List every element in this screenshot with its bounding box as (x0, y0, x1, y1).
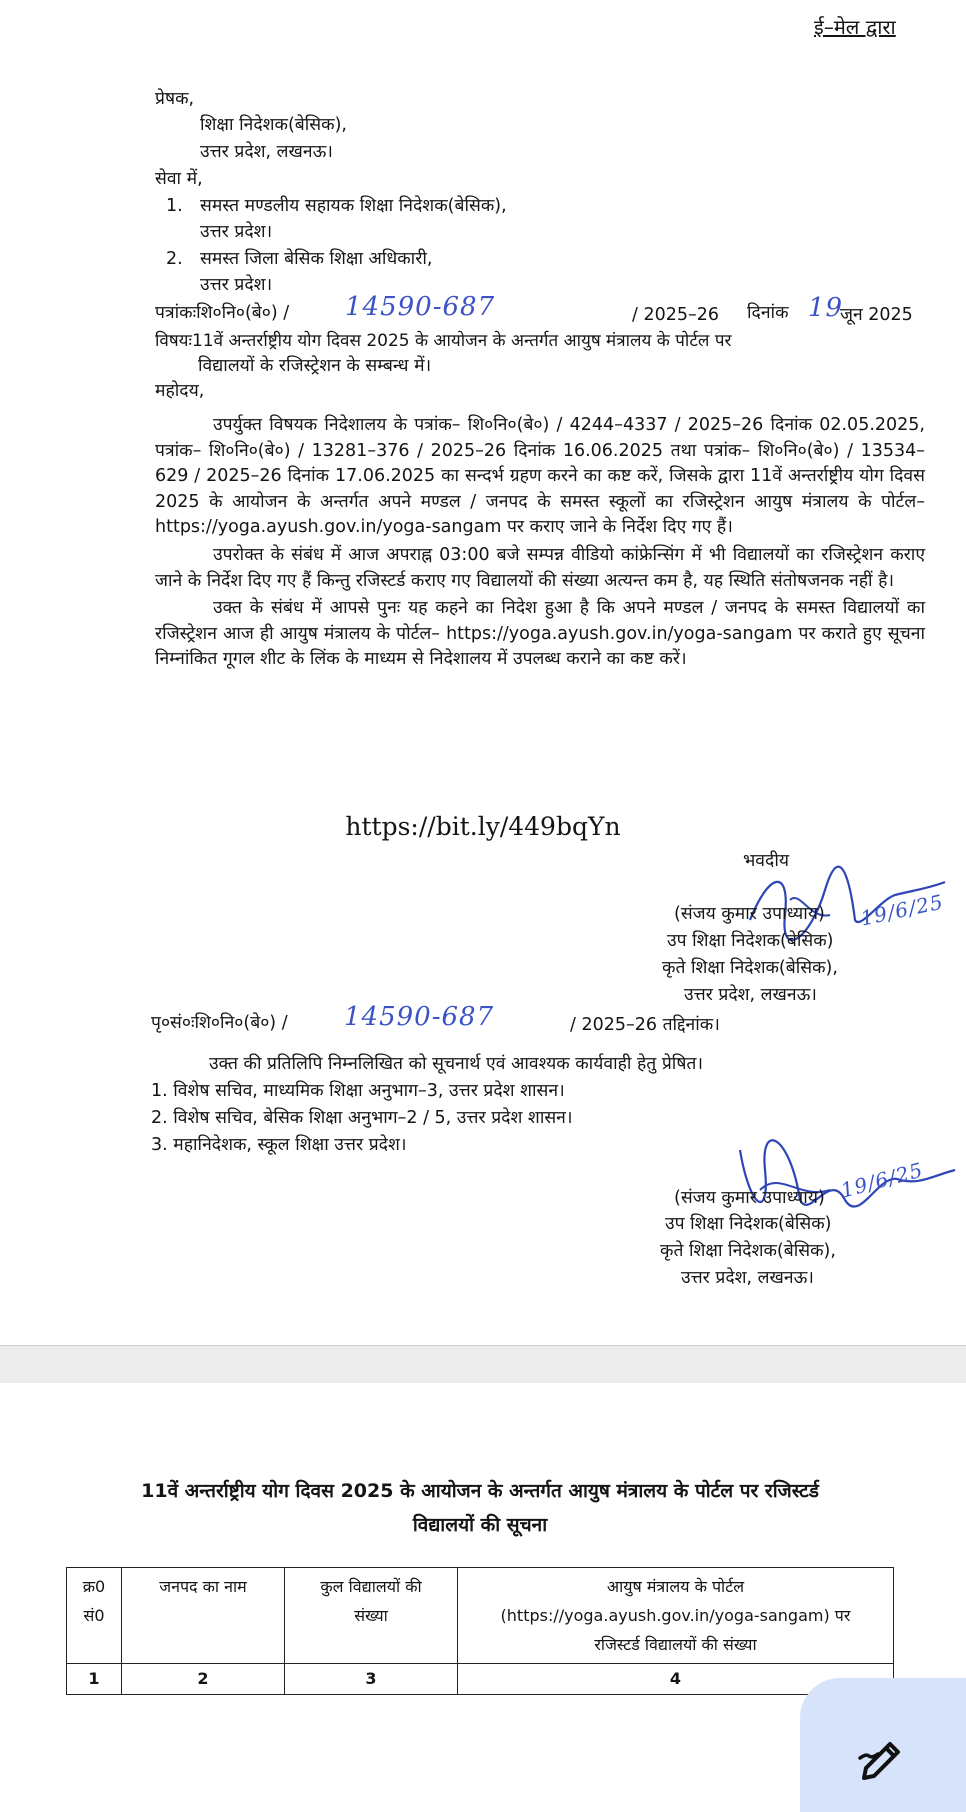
sender-line: शिक्षा निदेशक(बेसिक), (200, 115, 347, 135)
handwritten-date: 19 (808, 293, 844, 323)
edit-button[interactable] (800, 1678, 966, 1812)
column-header: जनपद का नाम (122, 1568, 285, 1664)
recipient-line: समस्त मण्डलीय सहायक शिक्षा निदेशक(बेसिक), (200, 196, 507, 216)
signatory-name: (संजय कुमार उपाध्याय) (674, 904, 825, 924)
signatory-title: उप शिक्षा निदेशक(बेसिक) (667, 931, 834, 951)
table-cell: 4 (458, 1664, 894, 1695)
letter-body (155, 413, 925, 675)
enclosure-title: 11वें अन्तर्राष्ट्रीय योग दिवस 2025 के आयोजन के अन्तर्गत आयुष मंत्रालय के पोर्टल पर रजिस्टर्ड (141, 1480, 819, 1502)
date-month-year: जून 2025 (840, 305, 913, 325)
body-paragraph: उपर्युक्त विषयक निदेशालय के पत्रांक– शि०नि०(बे०) / 4244–4337 / 2025–26 दिनांक 02.05.2025, पत्रांक– शि०नि०(बे०) / 13281–376 / 2025–26 दिनांक 16.06.2025 तथा पत्रांक– शि०नि०(बे०) / 13534–629 / 2025–26 दिनांक 17.06.2025 का सन्दर्भ ग्रहण करने का कष्ट करें, जिसके द्वारा 11वें अन्तर्राष्ट्रीय योग दिवस 2025 के आयोजन के अन्तर्गत अपने मण्डल / जनपद के समस्त स्कूलों का रजिस्ट्रेशन आयुष मंत्रालय के पोर्टल– https://yoga.ayush.gov.in/yoga-sangam पर कराए जाने के निर्देश दिए गए हैं। (155, 415, 925, 538)
reference-number-suffix: / 2025–26 (632, 305, 720, 325)
copy-list-item: 1. विशेष सचिव, माध्यमिक शिक्षा अनुभाग–3, उत्तर प्रदेश शासन। (151, 1081, 565, 1101)
body-paragraph: उपरोक्त के संबंध में आज अपराह्न 03:00 बजे सम्पन्न वीडियो कांफ्रेन्सिंग में भी विद्यालयों का रजिस्ट्रेशन कराए जाने के निर्देश दिए गए हैं किन्तु रजिस्टर्ड कराए गए विद्यालयों की संख्या अत्यन्त कम है, यह स्थिति संतोषजनक नहीं है। (155, 544, 925, 591)
handwritten-copy-reference: 14590-687 (344, 1002, 495, 1032)
signatory-title: उप शिक्षा निदेशक(बेसिक) (665, 1214, 832, 1234)
date-label: दिनांक (747, 303, 789, 323)
column-header: कुल विद्यालयों की संख्या (285, 1568, 458, 1664)
handwritten-sign-date: 19/6/25 (858, 889, 946, 931)
table-cell: 2 (122, 1664, 285, 1695)
subject-line: विषयः11वें अन्तर्राष्ट्रीय योग दिवस 2025 के आयोजन के अन्तर्गत आयुष मंत्रालय के पोर्टल पर (155, 331, 732, 351)
signatory-place: उत्तर प्रदेश, लखनऊ। (684, 985, 817, 1005)
registration-table (66, 1567, 894, 1695)
table-header-row (67, 1568, 894, 1664)
enclosure-title: विद्यालयों की सूचना (412, 1514, 548, 1536)
handwritten-sign-date: 19/6/25 (838, 1157, 926, 1203)
recipient-line: उत्तर प्रदेश। (200, 275, 273, 295)
handwritten-reference-number: 14590-687 (345, 292, 496, 322)
sender-line: उत्तर प्रदेश, लखनऊ। (200, 142, 333, 162)
recipient-line: उत्तर प्रदेश। (200, 222, 273, 242)
table-cell: 3 (285, 1664, 458, 1695)
salutation: महोदय, (155, 381, 205, 401)
body-paragraph: उक्त के संबंध में आपसे पुनः यह कहने का निदेश हुआ है कि अपने मण्डल / जनपद के समस्त विद्यालयों का रजिस्ट्रेशन आज ही आयुष मंत्रालय के पोर्टल– https://yoga.ayush.gov.in/yoga-sangam पर कराते हुए सूचना निम्नांकित गूगल शीट के लिंक के माध्यम से निदेशालय में उपलब्ध कराने का कष्ट करें। (155, 598, 925, 670)
google-sheet-link[interactable]: https://bit.ly/449bqYn (345, 812, 621, 841)
copy-reference-suffix: / 2025–26 तद्दिनांक। (570, 1015, 720, 1035)
recipient-number: 2. (166, 249, 183, 269)
closing: भवदीय (743, 851, 790, 871)
sender-label: प्रेषक, (155, 89, 195, 109)
copy-intro: उक्त की प्रतिलिपि निम्नलिखित को सूचनार्थ एवं आवश्यक कार्यवाही हेतु प्रेषित। (209, 1054, 704, 1074)
recipient-line: समस्त जिला बेसिक शिक्षा अधिकारी, (200, 249, 433, 269)
edit-pen-icon (852, 1728, 912, 1788)
signatory-name: (संजय कुमार उपाध्याय) (674, 1188, 825, 1208)
delivery-mode: ई–मेल द्वारा (814, 15, 896, 39)
column-header: आयुष मंत्रालय के पोर्टल (https://yoga.ayush.gov.in/yoga-sangam) पर रजिस्टर्ड विद्यालयों की संख्या (458, 1568, 894, 1664)
recipient-label: सेवा में, (155, 169, 203, 189)
reference-number-prefix: पत्रांकःशि०नि०(बे०) / (155, 303, 290, 323)
table-cell: 1 (67, 1664, 122, 1695)
signatory-place: उत्तर प्रदेश, लखनऊ। (681, 1268, 814, 1288)
column-header: क्र0 सं0 (67, 1568, 122, 1664)
table-row (67, 1664, 894, 1695)
copy-reference-prefix: पृ०सं०ःशि०नि०(बे०) / (151, 1013, 288, 1033)
page-separator (0, 1345, 966, 1384)
copy-list-item: 2. विशेष सचिव, बेसिक शिक्षा अनुभाग–2 / 5, उत्तर प्रदेश शासन। (151, 1108, 573, 1128)
signatory-for: कृते शिक्षा निदेशक(बेसिक), (662, 958, 838, 978)
copy-list-item: 3. महानिदेशक, स्कूल शिक्षा उत्तर प्रदेश। (151, 1135, 407, 1155)
recipient-number: 1. (166, 196, 183, 216)
subject-line: विद्यालयों के रजिस्ट्रेशन के सम्बन्ध में। (198, 356, 432, 376)
signatory-for: कृते शिक्षा निदेशक(बेसिक), (660, 1241, 836, 1261)
